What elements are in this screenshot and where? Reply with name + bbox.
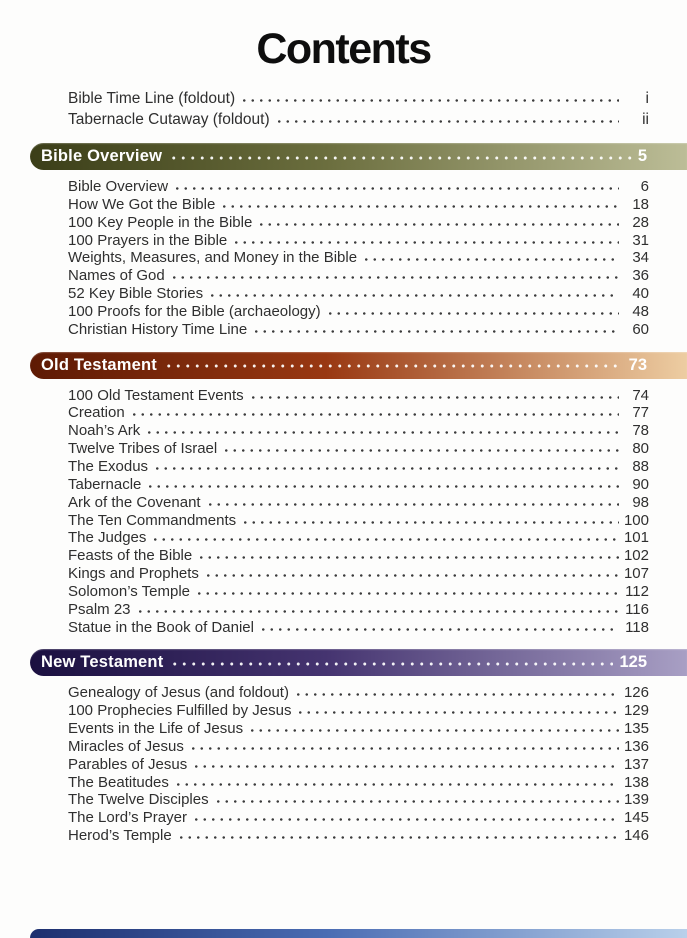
toc-entry-label: Feasts of the Bible <box>68 547 193 565</box>
toc-entry <box>68 178 649 196</box>
toc-entry <box>68 88 649 109</box>
section-title: New Testament <box>41 653 164 672</box>
toc-entry-label: Names of God <box>68 267 165 285</box>
toc-entry <box>68 529 649 547</box>
dot-leader <box>248 728 619 733</box>
dot-leader <box>189 746 619 751</box>
dot-leader <box>136 609 619 614</box>
toc-entry-label: Psalm 23 <box>68 600 131 618</box>
front-matter-list <box>0 88 687 130</box>
toc-entry-label: Ark of the Covenant <box>68 493 201 511</box>
dot-leader <box>208 293 619 298</box>
dot-leader <box>177 835 619 840</box>
toc-sections <box>0 143 687 845</box>
dot-leader <box>252 329 619 334</box>
toc-entry-page-number: 60 <box>632 320 649 338</box>
toc-entry-page-number: 80 <box>632 440 649 458</box>
dot-leader <box>151 537 619 542</box>
dot-leader <box>296 710 619 715</box>
dot-leader <box>240 98 619 103</box>
toc-entry <box>68 196 649 214</box>
section-item-list <box>0 676 687 845</box>
dot-leader <box>197 555 619 560</box>
page-title: Contents <box>256 25 431 73</box>
dot-leader <box>174 782 619 787</box>
toc-entry <box>68 285 649 303</box>
section-page-number: 125 <box>619 653 647 672</box>
toc-entry-label: The Ten Commandments <box>68 511 237 529</box>
dot-leader <box>173 186 619 191</box>
dot-leader <box>164 363 623 369</box>
toc-entry-page-number: 34 <box>632 249 649 267</box>
toc-entry-label: 100 Old Testament Events <box>68 386 244 404</box>
toc-entry <box>68 387 649 405</box>
toc-entry <box>68 214 649 232</box>
toc-entry-page-number: 77 <box>632 404 649 422</box>
dot-leader <box>275 119 619 124</box>
toc-entry <box>68 601 649 619</box>
toc-entry-label: Solomon’s Temple <box>68 582 191 600</box>
toc-entry-label: How We Got the Bible <box>68 195 216 213</box>
toc-entry-label: Miracles of Jesus <box>68 737 184 755</box>
toc-entry-page-number: 18 <box>632 195 649 213</box>
dot-leader <box>169 155 632 161</box>
toc-entry-label: Creation <box>68 404 125 422</box>
section-header-bar <box>30 649 687 676</box>
dot-leader <box>294 692 619 697</box>
toc-entry-label: The Twelve Disciples <box>68 791 209 809</box>
section-title: Old Testament <box>41 355 157 374</box>
dot-leader <box>145 430 619 435</box>
dot-leader <box>241 520 619 525</box>
toc-entry-page-number: 78 <box>632 422 649 440</box>
toc-entry-page-number: ii <box>642 111 649 128</box>
toc-entry-page-number: 107 <box>623 565 649 583</box>
toc-entry-page-number: 98 <box>632 493 649 511</box>
toc-entry <box>68 476 649 494</box>
dot-leader <box>326 311 619 316</box>
section-header-bar <box>30 352 687 379</box>
dot-leader <box>153 466 619 471</box>
section-page-number: 73 <box>628 355 647 374</box>
toc-entry-label: The Beatitudes <box>68 773 169 791</box>
section-header-bar <box>30 143 687 170</box>
dot-leader <box>195 591 619 596</box>
toc-entry-page-number: 36 <box>632 267 649 285</box>
toc-entry-page-number: 138 <box>623 773 649 791</box>
toc-entry-label: Tabernacle <box>68 475 142 493</box>
toc-entry-label: 100 Prayers in the Bible <box>68 231 228 249</box>
toc-entry <box>68 494 649 512</box>
toc-entry-label: Parables of Jesus <box>68 755 188 773</box>
toc-section <box>0 352 687 637</box>
toc-entry <box>68 109 649 130</box>
toc-entry-page-number: 88 <box>632 457 649 475</box>
toc-section <box>0 143 687 339</box>
toc-entry <box>68 774 649 792</box>
toc-entry <box>68 684 649 702</box>
dot-leader <box>362 257 619 262</box>
toc-entry-label: Herod’s Temple <box>68 827 172 845</box>
toc-entry-label: 100 Key People in the Bible <box>68 213 253 231</box>
toc-entry <box>68 738 649 756</box>
section-item-list <box>0 379 687 637</box>
dot-leader <box>232 240 619 245</box>
toc-entry-label: 100 Proofs for the Bible (archaeology) <box>68 302 321 320</box>
toc-entry <box>68 404 649 422</box>
toc-entry-page-number: i <box>645 90 649 107</box>
toc-entry-label: The Judges <box>68 529 147 547</box>
toc-entry-label: Twelve Tribes of Israel <box>68 440 218 458</box>
dot-leader <box>170 661 613 667</box>
toc-entry <box>68 422 649 440</box>
toc-entry-page-number: 135 <box>623 720 649 738</box>
toc-entry-label: Genealogy of Jesus (and foldout) <box>68 684 289 702</box>
toc-entry-page-number: 101 <box>623 529 649 547</box>
toc-entry-page-number: 74 <box>632 386 649 404</box>
toc-entry-label: The Exodus <box>68 457 149 475</box>
toc-entry-page-number: 126 <box>623 684 649 702</box>
toc-entry-label: 52 Key Bible Stories <box>68 285 204 303</box>
toc-entry-page-number: 116 <box>625 600 649 618</box>
dot-leader <box>204 573 619 578</box>
dot-leader <box>192 764 619 769</box>
dot-leader <box>214 799 619 804</box>
toc-entry-page-number: 102 <box>623 547 649 565</box>
dot-leader <box>192 817 619 822</box>
dot-leader <box>206 502 619 507</box>
toc-entry <box>68 702 649 720</box>
toc-entry-page-number: 48 <box>632 302 649 320</box>
toc-entry-page-number: 137 <box>623 755 649 773</box>
toc-entry-page-number: 6 <box>640 178 649 195</box>
toc-entry-page-number: 31 <box>632 231 649 249</box>
toc-entry <box>68 756 649 774</box>
toc-entry-page-number: 28 <box>632 213 649 231</box>
toc-entry-page-number: 100 <box>623 511 649 529</box>
dot-leader <box>249 395 619 400</box>
dot-leader <box>259 627 619 632</box>
toc-entry-label: Tabernacle Cutaway (foldout) <box>68 111 270 128</box>
toc-entry-label: Bible Overview <box>68 178 169 195</box>
toc-entry <box>68 232 649 250</box>
dot-leader <box>130 412 619 417</box>
dot-leader <box>170 275 619 280</box>
toc-entry-label: 100 Prophecies Fulfilled by Jesus <box>68 702 292 720</box>
toc-entry-page-number: 146 <box>623 827 649 845</box>
toc-entry-page-number: 129 <box>623 702 649 720</box>
section-page-number: 5 <box>637 147 647 165</box>
dot-leader <box>146 484 619 489</box>
toc-entry <box>68 565 649 583</box>
toc-entry <box>68 547 649 565</box>
toc-entry-label: Statue in the Book of Daniel <box>68 618 254 636</box>
toc-entry-label: Noah’s Ark <box>68 422 141 440</box>
toc-entry <box>68 267 649 285</box>
toc-entry <box>68 720 649 738</box>
toc-entry <box>68 321 649 339</box>
toc-section <box>0 649 687 845</box>
dot-leader <box>220 204 619 209</box>
toc-entry <box>68 303 649 321</box>
toc-entry <box>68 440 649 458</box>
toc-entry <box>68 583 649 601</box>
toc-entry-page-number: 145 <box>623 809 649 827</box>
section-title: Bible Overview <box>41 147 163 165</box>
toc-entry-page-number: 118 <box>625 618 649 636</box>
toc-entry-label: The Lord’s Prayer <box>68 809 187 827</box>
toc-entry <box>68 809 649 827</box>
toc-entry-page-number: 136 <box>623 737 649 755</box>
clipped-next-section-bar <box>30 929 687 938</box>
toc-entry <box>68 512 649 530</box>
toc-entry <box>68 458 649 476</box>
toc-entry-page-number: 112 <box>625 582 649 600</box>
toc-entry <box>68 827 649 845</box>
toc-entry <box>68 791 649 809</box>
dot-leader <box>222 448 619 453</box>
toc-entry-page-number: 139 <box>623 791 649 809</box>
toc-entry <box>68 619 649 637</box>
dot-leader <box>257 222 619 227</box>
section-item-list <box>0 170 687 339</box>
toc-entry-page-number: 40 <box>632 285 649 303</box>
toc-entry-page-number: 90 <box>632 475 649 493</box>
toc-entry-label: Kings and Prophets <box>68 565 199 583</box>
toc-entry-label: Weights, Measures, and Money in the Bible <box>68 249 358 267</box>
toc-entry-label: Events in the Life of Jesus <box>68 720 244 738</box>
toc-entry-label: Christian History Time Line <box>68 320 248 338</box>
toc-entry <box>68 249 649 267</box>
toc-entry-label: Bible Time Line (foldout) <box>68 90 236 107</box>
